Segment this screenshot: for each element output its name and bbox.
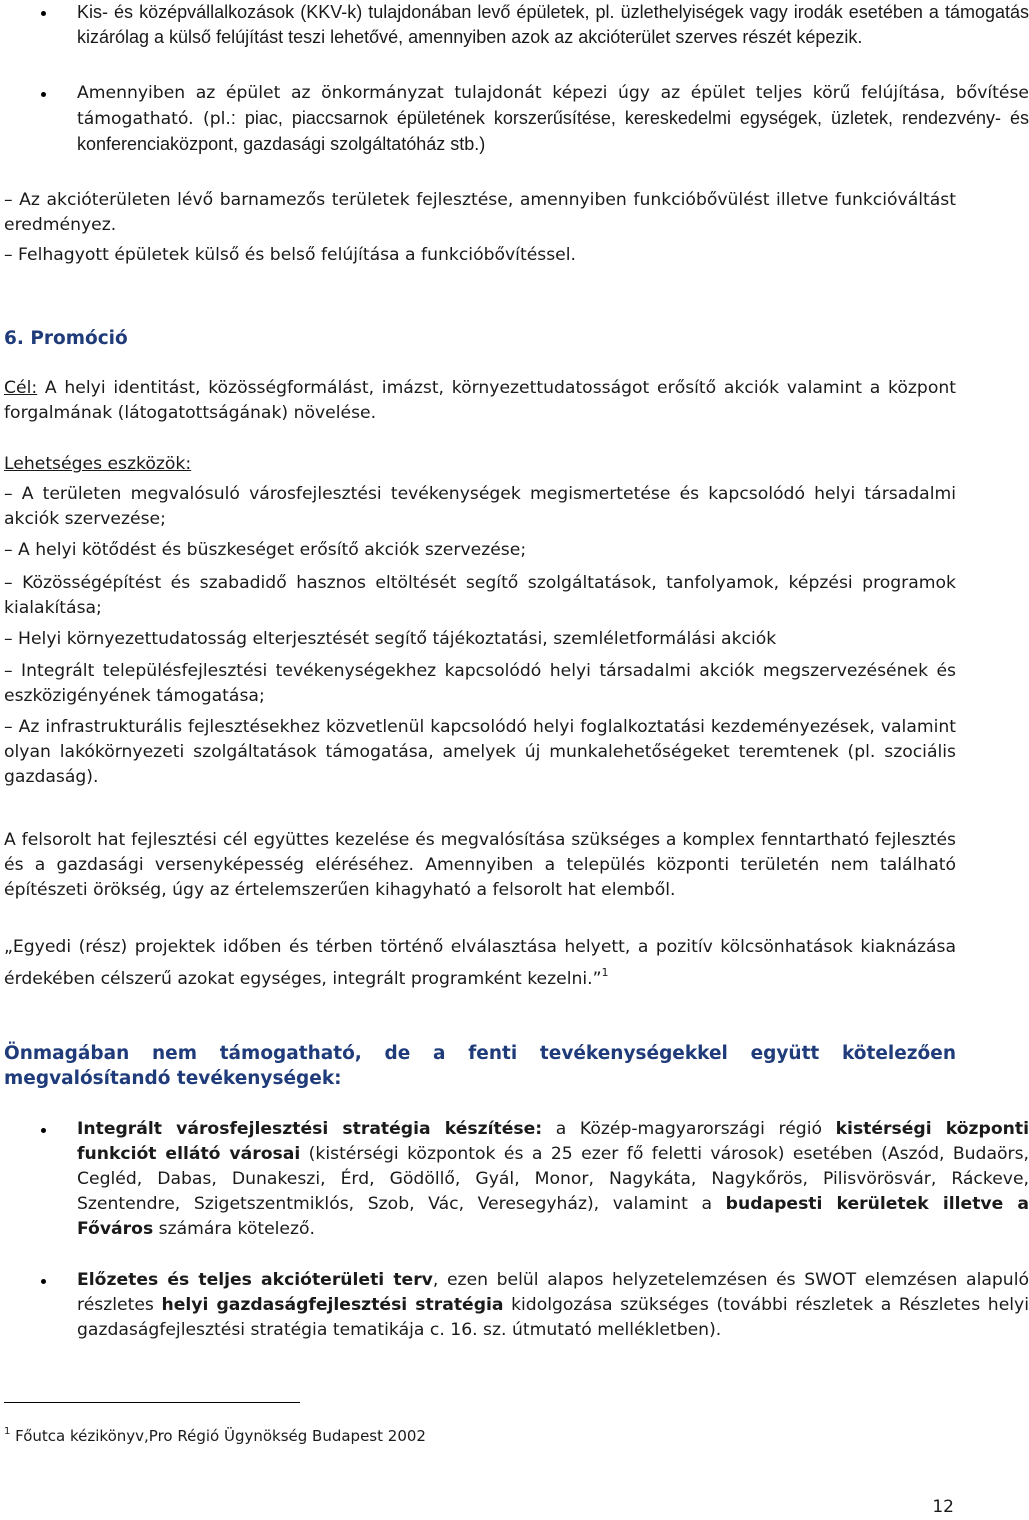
tool-item: – Helyi környezettudatosság elterjesztését segítő tájékoztatási, szemléletformálási akciók xyxy=(4,629,777,649)
bullet-text: Kis- és középvállalkozások (KKV-k) tulajdonában levő épületek, pl. üzlethelyiségek vagy irodák esetében a támogatás kizárólag a külső felújítást teszi lehetővé, amennyiben azok az akcióterület szerves részét képezik. xyxy=(77,2,1029,47)
tools-label: Lehetséges eszközök: xyxy=(4,454,192,474)
tool-item: – Integrált településfejlesztési tevékenységekhez kapcsolódó helyi társadalmi akciók megszervezésének és eszközigényének támogatása; xyxy=(4,661,956,706)
section-heading: 6. Promóció xyxy=(4,328,128,349)
footnote xyxy=(4,1419,426,1449)
bullet-item xyxy=(4,0,1029,50)
tool-item: – A területen megvalósuló városfejlesztési tevékenységek megismertetése és kapcsolódó helyi társadalmi akciók szervezése; xyxy=(4,484,956,529)
footnote-ref[interactable]: 1 xyxy=(601,966,609,979)
bullet-dot-icon xyxy=(41,1279,46,1284)
bold-text: budapesti kerületek illetve a Főváros xyxy=(77,1194,1029,1239)
bold-text: Integrált városfejlesztési stratégia készítése: xyxy=(77,1119,543,1139)
bullet-item xyxy=(4,1268,1029,1343)
bullet-dot-icon xyxy=(41,92,46,97)
bullet-item xyxy=(4,81,1029,158)
bullet-text: Amennyiben az épület az önkormányzat tulajdonát képezi úgy az épület teljes körű felújítása, bővítése támogatható. (pl. xyxy=(77,83,1029,129)
footnote-divider xyxy=(4,1402,300,1403)
bold-text: Előzetes és teljes akcióterületi terv xyxy=(77,1270,433,1290)
bullet-text: a Közép-magyarországi régió xyxy=(542,1119,836,1139)
summary-paragraph: A felsorolt hat fejlesztési cél együttes kezelése és megvalósítása szükséges a komplex fenntartható fejlesztés és a gazdasági versenyképesség eléréséhez. Amennyiben a település központi területén nem található építészeti örökség, úgy az értelemszerűen kihagyható a felsorolt hat elemből. xyxy=(4,830,956,900)
bullet-text: , ezen belül alapos helyzetelemzésen és SWOT elemzésen alapuló részletes xyxy=(77,1270,1029,1315)
bullet-text: kidolgozása szükséges (további részletek a Részletes helyi gazdaságfejlesztési stratégia tematikája c. 16. sz. útmutató mellékletben). xyxy=(77,1295,1029,1340)
footnote-text: Főutca kézikönyv,Pro Régió Ügynökség Budapest 2002 xyxy=(10,1427,426,1445)
quote-text: „Egyedi (rész) projektek időben és térben történő elválasztása helyett, a pozitív kölcsönhatások kiaknázása érdekében célszerű azokat egységes, integrált programként kezelni.” xyxy=(4,937,956,989)
page-number: 12 xyxy=(932,1497,954,1517)
bold-text: helyi gazdaságfejlesztési stratégia xyxy=(161,1295,504,1315)
bullet-text-continued: : piac, piaccsarnok épületének korszerűsítése, kereskedelmi egységek, üzletek, rendezvény- és konferenciaközpont, gazdasági szolgáltatóház stb.) xyxy=(77,108,1029,154)
bullet-dot-icon xyxy=(41,1128,46,1133)
tool-item: – Közösségépítést és szabadidő hasznos eltöltését segítő szolgáltatások, tanfolyamok, képzési programok kialakítása; xyxy=(4,573,956,618)
footnote-number: 1 xyxy=(4,1426,11,1437)
bullet-dot-icon xyxy=(41,11,46,16)
tool-item: – Az infrastrukturális fejlesztésekhez közvetlenül kapcsolódó helyi foglalkoztatási kezdeményezések, valamint olyan lakókörnyezeti szolgáltatások támogatása, amelyek új munkalehetőségeket teremtenek (pl. szociális gazdaság). xyxy=(4,717,956,787)
tool-item: – A helyi kötődést és büszkeséget erősítő akciók szervezése; xyxy=(4,540,527,560)
bullet-text: (kistérségi központok és a 25 ezer fő feletti városok) esetében (Aszód, Budaörs, Cegléd, Dabas, Dunakeszi, Érd, Gödöllő, Gyál, Monor, Nagykáta, Nagykőrös, Pilisvörösvár, Ráckeve, Szentendre, Szigetszentmiklós, Szob, Vác, Veresegyház), valamint a xyxy=(77,1144,1029,1214)
dash-item: – Az akcióterületen lévő barnamezős területek fejlesztése, amennyiben funkcióbővülést illetve funkcióváltást eredményez. xyxy=(4,190,956,235)
goal-text: A helyi identitást, közösségformálást, imázst, környezettudatosságot erősítő akciók valamint a központ forgalmának (látogatottságának) növelése. xyxy=(4,378,956,423)
goal-label: Cél: xyxy=(4,378,38,398)
goal-paragraph xyxy=(4,376,956,426)
bullet-item xyxy=(4,1117,1029,1242)
dash-item: – Felhagyott épületek külső és belső felújítása a funkcióbővítéssel. xyxy=(4,245,576,265)
mandatory-heading: Önmagában nem támogatható, de a fenti tevékenységekkel együtt kötelezően megvalósítandó tevékenységek: xyxy=(4,1043,956,1089)
bold-text: kistérségi központi funkciót ellátó városai xyxy=(77,1119,1029,1164)
bullet-text: számára kötelező. xyxy=(153,1219,316,1239)
quote-paragraph xyxy=(4,935,956,992)
